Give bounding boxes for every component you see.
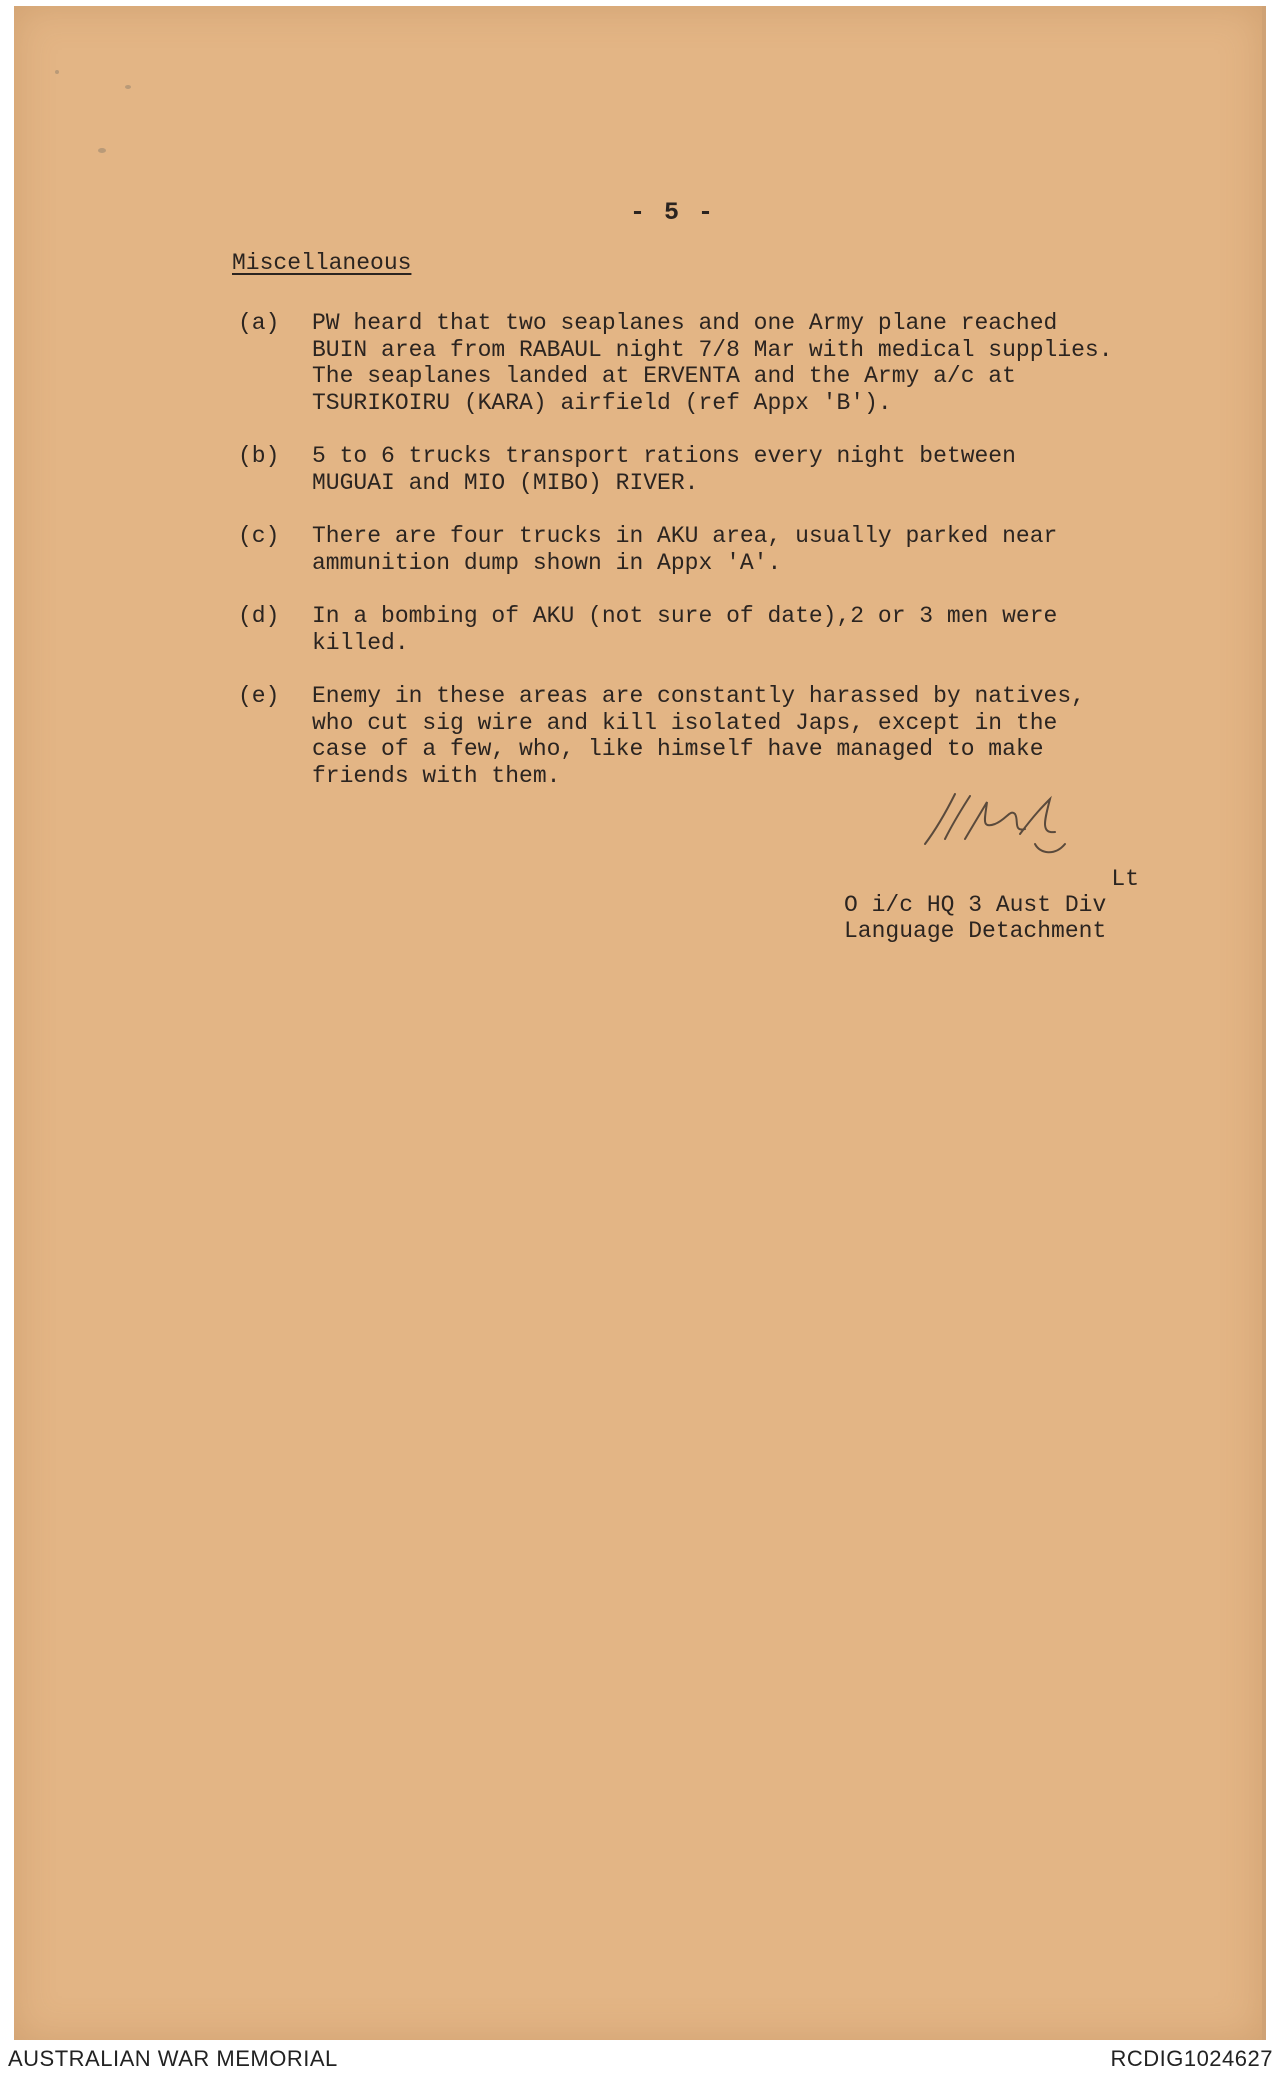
- item-text: [312, 603, 1057, 656]
- item-line: BUIN area from RABAUL night 7/8 Mar with medical supplies.: [312, 336, 1113, 363]
- item-label: (b): [238, 443, 280, 469]
- item-line: PW heard that two seaplanes and one Army plane reached: [312, 310, 1058, 336]
- paper-speck: [55, 70, 59, 74]
- item-line: Enemy in these areas are constantly harassed by natives,: [312, 683, 1085, 709]
- section-heading: Miscellaneous: [232, 250, 412, 276]
- paper-speck: [98, 148, 106, 153]
- handwritten-signature: [915, 784, 1085, 864]
- item-label: (d): [238, 603, 280, 629]
- signature-title: O i/c HQ 3 Aust Div: [844, 892, 1107, 918]
- item-label: (e): [238, 683, 280, 709]
- footer-institution: AUSTRALIAN WAR MEMORIAL: [8, 2046, 338, 2071]
- footer-record-id: RCDIG1024627: [1110, 2046, 1273, 2071]
- item-label: (a): [238, 310, 280, 336]
- item-line: In a bombing of AKU (not sure of date),2 or 3 men were: [312, 603, 1058, 629]
- item-text: [312, 523, 1057, 576]
- item-line: The seaplanes landed at ERVENTA and the Army a/c at: [312, 363, 1016, 389]
- item-line: case of a few, who, like himself have managed to make: [312, 736, 1044, 762]
- item-line: There are four trucks in AKU area, usually parked near: [312, 523, 1058, 549]
- item-line: 5 to 6 trucks transport rations every night between: [312, 443, 1016, 469]
- item-line: MUGUAI and MIO (MIBO) RIVER.: [312, 469, 699, 496]
- item-text: [312, 443, 1016, 496]
- item-label: (c): [238, 523, 280, 549]
- signature-rank: Lt: [1111, 866, 1139, 892]
- item-line: killed.: [312, 629, 409, 656]
- item-line: friends with them.: [312, 762, 561, 789]
- signature-unit: Language Detachment: [844, 918, 1107, 944]
- page-number: - 5 -: [630, 198, 716, 227]
- item-text: [312, 310, 1113, 416]
- paper-speck: [125, 85, 131, 89]
- item-line: who cut sig wire and kill isolated Japs, except in the: [312, 709, 1058, 736]
- page-edge: [1262, 6, 1266, 2040]
- item-line: TSURIKOIRU (KARA) airfield (ref Appx 'B').: [312, 389, 892, 416]
- item-line: ammunition dump shown in Appx 'A'.: [312, 549, 782, 576]
- item-text: [312, 683, 1085, 789]
